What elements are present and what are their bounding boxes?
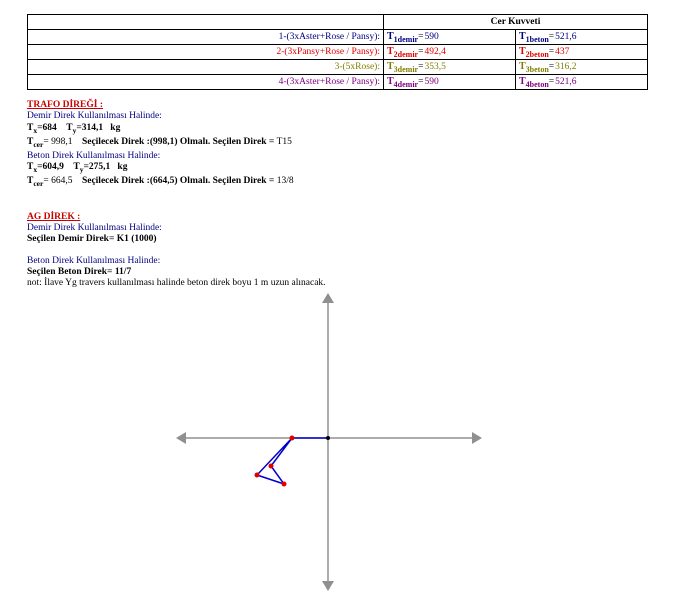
t-beton-value: 316,2	[555, 61, 577, 72]
t-beton-value: 437	[555, 46, 570, 57]
force-polygon	[257, 438, 328, 484]
t-beton-cell: $T_{1beton}=521,6$	[516, 30, 648, 45]
trafo-demir-ty: $T_y=314,1$	[66, 123, 104, 135]
trafo-beton-secilen: 13/8	[276, 176, 294, 186]
trafo-beton-heading: Beton Direk Kullanılması Halinde:	[27, 151, 161, 161]
ag-demir-secilen: Seçilen Demir Direk= K1 (1000)	[27, 234, 157, 244]
table-header-title: Cer Kuvveti	[384, 15, 648, 30]
force-point-2	[269, 464, 274, 469]
t-beton-cell: $T_{2beton}=437$	[516, 45, 648, 60]
trafo-demir-tx: $T_x=684$	[27, 123, 57, 135]
trafo-title: TRAFO DİREĞİ :	[27, 100, 104, 110]
ag-beton-heading: Beton Direk Kullanılması Halinde:	[27, 256, 161, 266]
t-demir-symbol: $T_{2demir}$	[387, 45, 419, 59]
t-demir-cell: $T_{4demir}=590$	[384, 75, 516, 90]
t-beton-cell: $T_{3beton}=316,2$	[516, 60, 648, 75]
ag-demir-heading: Demir Direk Kullanılması Halinde:	[27, 223, 162, 233]
trafo-demir-secilecek: Seçilecek Direk :(998,1) Olmalı. Seçilen Direk =	[81, 137, 275, 147]
ag-title: AG DİREK :	[27, 212, 81, 222]
t-demir-cell: $T_{3demir}=353,5$	[384, 60, 516, 75]
t-beton-symbol: $T_{1beton}$	[519, 30, 549, 44]
origin-point	[326, 436, 330, 440]
t-demir-value: 590	[424, 31, 439, 42]
t-beton-symbol: $T_{3beton}$	[519, 60, 549, 74]
trafo-beton-tcer-label: $T_{cer}$	[27, 176, 44, 188]
trafo-demir-secilen: T15	[276, 137, 292, 147]
trafo-demir-unit: kg	[110, 123, 121, 133]
row-label: 2-(3xPansy+Rose / Pansy):	[28, 45, 384, 60]
force-point-4	[255, 473, 260, 478]
t-demir-symbol: $T_{3demir}$	[387, 60, 419, 74]
t-demir-cell: $T_{1demir}=590$	[384, 30, 516, 45]
trafo-beton-secilecek: Seçilecek Direk :(664,5) Olmalı. Seçilen Direk =	[81, 176, 275, 186]
ag-note: not: İlave Yg travers kullanılması halinde beton direk boyu 1 m uzun alınacak.	[27, 278, 326, 288]
t-demir-symbol: $T_{4demir}$	[387, 75, 419, 89]
t-demir-value: 353,5	[424, 61, 446, 72]
t-demir-value: 492,4	[424, 46, 446, 57]
arrow-right-icon	[472, 432, 482, 444]
t-beton-value: 521,6	[555, 76, 577, 87]
t-demir-cell: $T_{2demir}=492,4$	[384, 45, 516, 60]
arrow-left-icon	[176, 432, 186, 444]
trafo-beton-tcer-value: = 664,5	[43, 176, 73, 186]
t-beton-value: 521,6	[555, 31, 577, 42]
trafo-demir-tcer-value: = 998,1	[43, 137, 73, 147]
force-point-3	[282, 482, 287, 487]
trafo-beton-tx: $T_x=604,9$	[27, 162, 64, 174]
trafo-demir-tcer-label: $T_{cer}$	[27, 137, 44, 149]
t-beton-cell: $T_{4beton}=521,6$	[516, 75, 648, 90]
ag-beton-secilen: Seçilen Beton Direk= 11/7	[27, 267, 132, 277]
t-beton-symbol: $T_{4beton}$	[519, 75, 549, 89]
arrow-up-icon	[322, 293, 334, 303]
arrow-down-icon	[322, 581, 334, 591]
row-label: 4-(3xAster+Rose / Pansy):	[28, 75, 384, 90]
t-demir-symbol: $T_{1demir}$	[387, 30, 419, 44]
trafo-demir-heading: Demir Direk Kullanılması Halinde:	[27, 111, 162, 121]
t-beton-symbol: $T_{2beton}$	[519, 45, 549, 59]
trafo-beton-ty: $T_y=275,1$	[73, 162, 111, 174]
row-label: 1-(3xAster+Rose / Pansy):	[28, 30, 384, 45]
force-point-1	[290, 436, 295, 441]
trafo-beton-unit: kg	[117, 162, 128, 172]
row-label: 3-(5xRose):	[28, 60, 384, 75]
t-demir-value: 590	[424, 76, 439, 87]
